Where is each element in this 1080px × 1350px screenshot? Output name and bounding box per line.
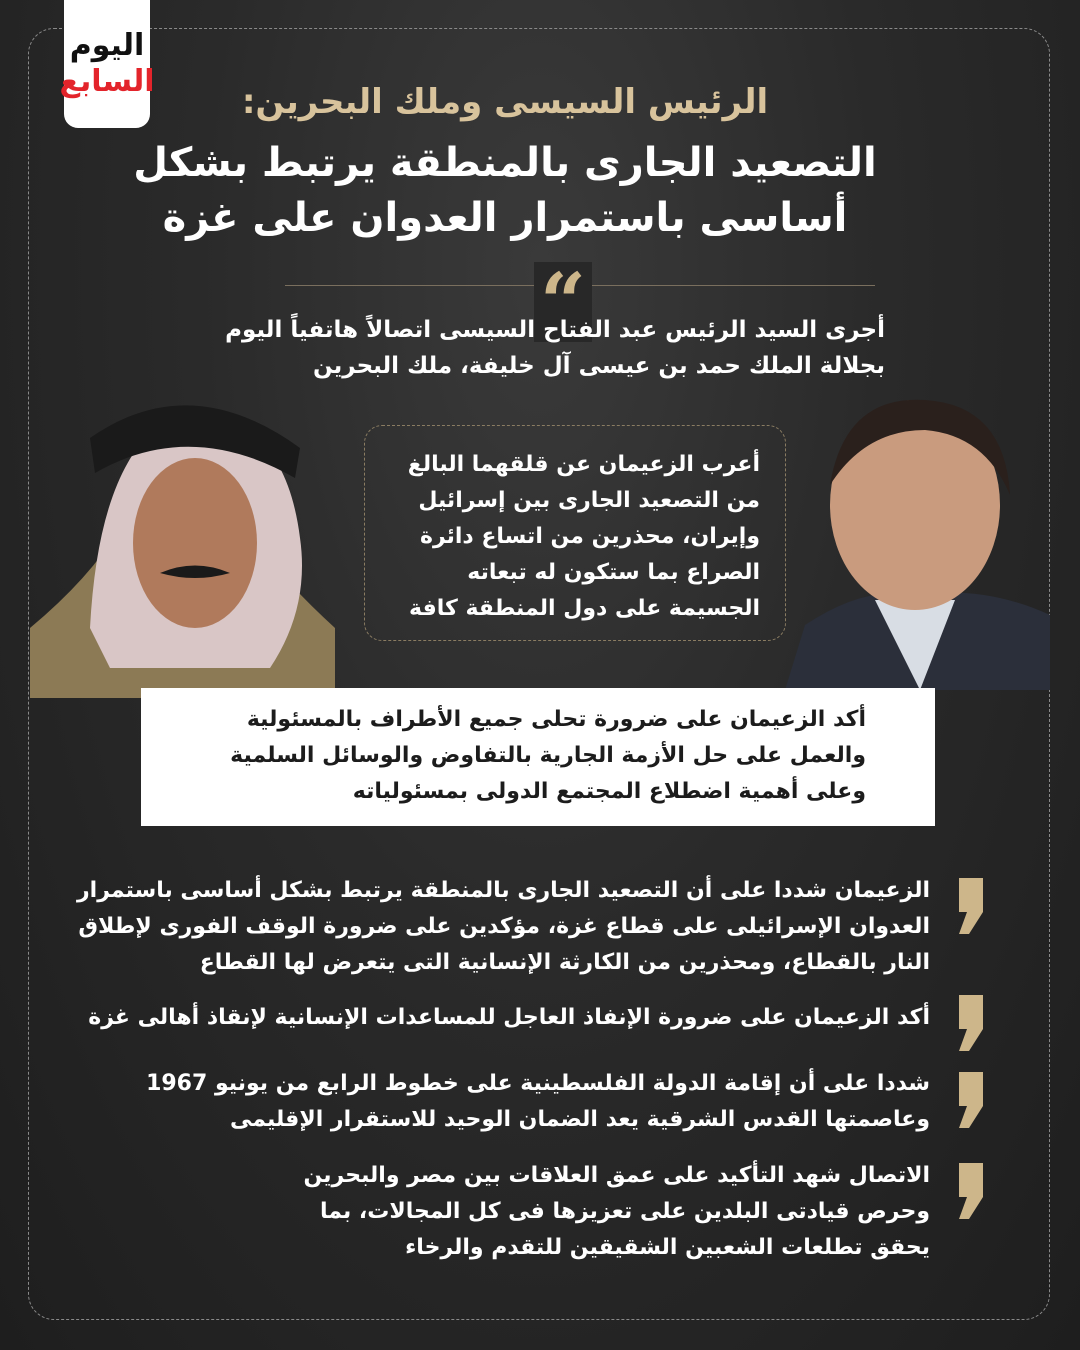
- quote-icon: “: [534, 262, 592, 342]
- logo-line2: السابع: [59, 64, 155, 99]
- text-line: وعلى أهمية اضطلاع المجتمع الدولى بمسئولياته: [352, 779, 866, 804]
- highlight-text: [230, 702, 866, 810]
- text-line: بجلالة الملك حمد بن عيسى آل خليفة، ملك البحرين: [312, 353, 885, 379]
- text-line: وحرص قيادتى البلدين على تعزيزها فى كل المجالات، بما: [319, 1199, 930, 1224]
- point-3: [146, 1066, 930, 1138]
- intro-text: [225, 312, 885, 384]
- text-line: أجرى السيد الرئيس عبد الفتاح السيسى اتصالاً هاتفياً اليوم: [225, 317, 885, 343]
- comma-icon: [955, 1163, 985, 1219]
- text-line: العدوان الإسرائيلى على قطاع غزة، مؤكدين على ضرورة الوقف الفورى لإطلاق: [78, 914, 930, 939]
- sisi-photo: [785, 385, 1050, 690]
- concern-text: [408, 447, 760, 627]
- point-2: [88, 1000, 930, 1036]
- text-line: الجسيمة على دول المنطقة كافة: [408, 596, 760, 621]
- text-line: يحقق تطلعات الشعبين الشقيقين للتقدم والرخاء: [405, 1235, 930, 1260]
- king-photo: [30, 378, 335, 698]
- point-1: [77, 873, 930, 981]
- text-line: الصراع بما ستكون له تبعاته: [467, 560, 760, 585]
- text-line: أكد الزعيمان على ضرورة الإنفاذ العاجل للمساعدات الإنسانية لإنقاذ أهالى غزة: [88, 1005, 930, 1030]
- text-line: أكد الزعيمان على ضرورة تحلى جميع الأطراف بالمسئولية: [246, 707, 866, 732]
- comma-icon: [955, 995, 985, 1051]
- headline-line: أساسى باستمرار العدوان على غزة: [162, 195, 848, 241]
- text-line: أعرب الزعيمان عن قلقهما البالغ: [407, 452, 760, 477]
- text-line: شددا على أن إقامة الدولة الفلسطينية على خطوط الرابع من يونيو 1967: [146, 1071, 930, 1096]
- headline-kicker: الرئيس السيسى وملك البحرين:: [241, 82, 769, 122]
- comma-icon: [955, 1072, 985, 1128]
- text-line: الزعيمان شددا على أن التصعيد الجارى بالمنطقة يرتبط بشكل أساسى باستمرار: [77, 878, 930, 903]
- text-line: والعمل على حل الأزمة الجارية بالتفاوض والوسائل السلمية: [230, 743, 866, 768]
- comma-icon: [955, 878, 985, 934]
- text-line: النار بالقطاع، ومحذرين من الكارثة الإنسانية التى يتعرض لها القطاع: [199, 950, 930, 975]
- text-line: من التصعيد الجارى بين إسرائيل: [418, 488, 760, 513]
- logo-line1: اليوم: [69, 28, 145, 63]
- headline-line: التصعيد الجارى بالمنطقة يرتبط بشكل: [133, 140, 877, 186]
- text-line: وعاصمتها القدس الشرقية يعد الضمان الوحيد للاستقرار الإقليمى: [229, 1107, 930, 1132]
- text-line: وإيران، محذرين من اتساع دائرة: [419, 524, 760, 549]
- point-4: [303, 1158, 930, 1266]
- text-line: الاتصال شهد التأكيد على عمق العلاقات بين مصر والبحرين: [303, 1163, 930, 1188]
